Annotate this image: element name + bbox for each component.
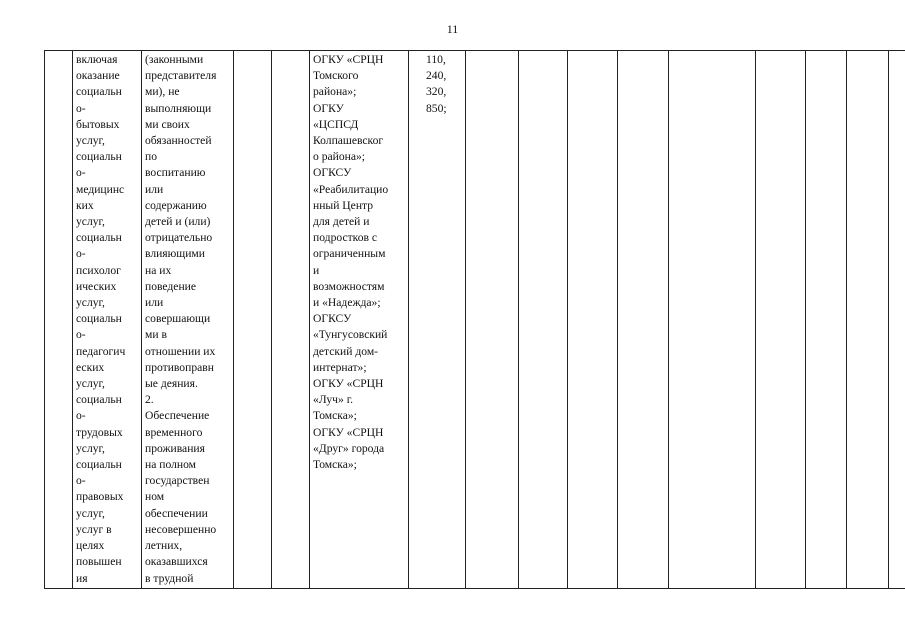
table-cell-empty (847, 51, 889, 589)
table-cell-empty (272, 51, 310, 589)
table-cell-empty (568, 51, 618, 589)
table-row (45, 51, 905, 589)
table-cell-empty (756, 51, 806, 589)
table-cell-codes (409, 51, 466, 589)
table-cell-empty (618, 51, 669, 589)
table-cell-empty (806, 51, 847, 589)
document-table (44, 50, 905, 589)
table-cell-empty (234, 51, 272, 589)
organizations-text: ОГКУ «СРЦН Томского района»; ОГКУ «ЦСПСД Колпашевског о района»; ОГКСУ «Реабилитацио нный Центр для детей и подростков с ограниченным и возможностям и «Надежда»; ОГКСУ «Тунгусовский детский дом- интернат»; ОГКУ «СРЦН «Луч» г. Томска»; ОГКУ «СРЦН «Друг» города Томска»; (313, 53, 389, 472)
conditions-text: (законными представителя ми), не выполняющи ми своих обязанностей по воспитанию или содержанию детей и (или) отрицательно влияющими на их поведение или совершающи ми в отношении их противоправн ые деяния. 2. Обеспечение временного проживания на полном государствен ном обеспечении несовершенно летних, оказавшихся в трудной (145, 53, 217, 585)
table-cell-conditions (142, 51, 234, 589)
table-cell-empty (669, 51, 756, 589)
table-cell-empty (889, 51, 905, 589)
table-cell-empty (466, 51, 519, 589)
table-cell-empty (45, 51, 73, 589)
table-cell-organizations (310, 51, 409, 589)
table-cell-empty (519, 51, 568, 589)
services-text: включая оказание социальн о- бытовых услуг, социальн о- медицинс ких услуг, социальн о- психолог ических услуг, социальн о- педагогич еских услуг, социальн о- трудовых услуг, социальн о- правовых услуг, услуг в целях повышен ия (76, 53, 126, 585)
codes-text: 110, 240, 320, 850; (426, 53, 447, 115)
page-number: 11 (446, 22, 459, 36)
table-cell-services (73, 51, 142, 589)
